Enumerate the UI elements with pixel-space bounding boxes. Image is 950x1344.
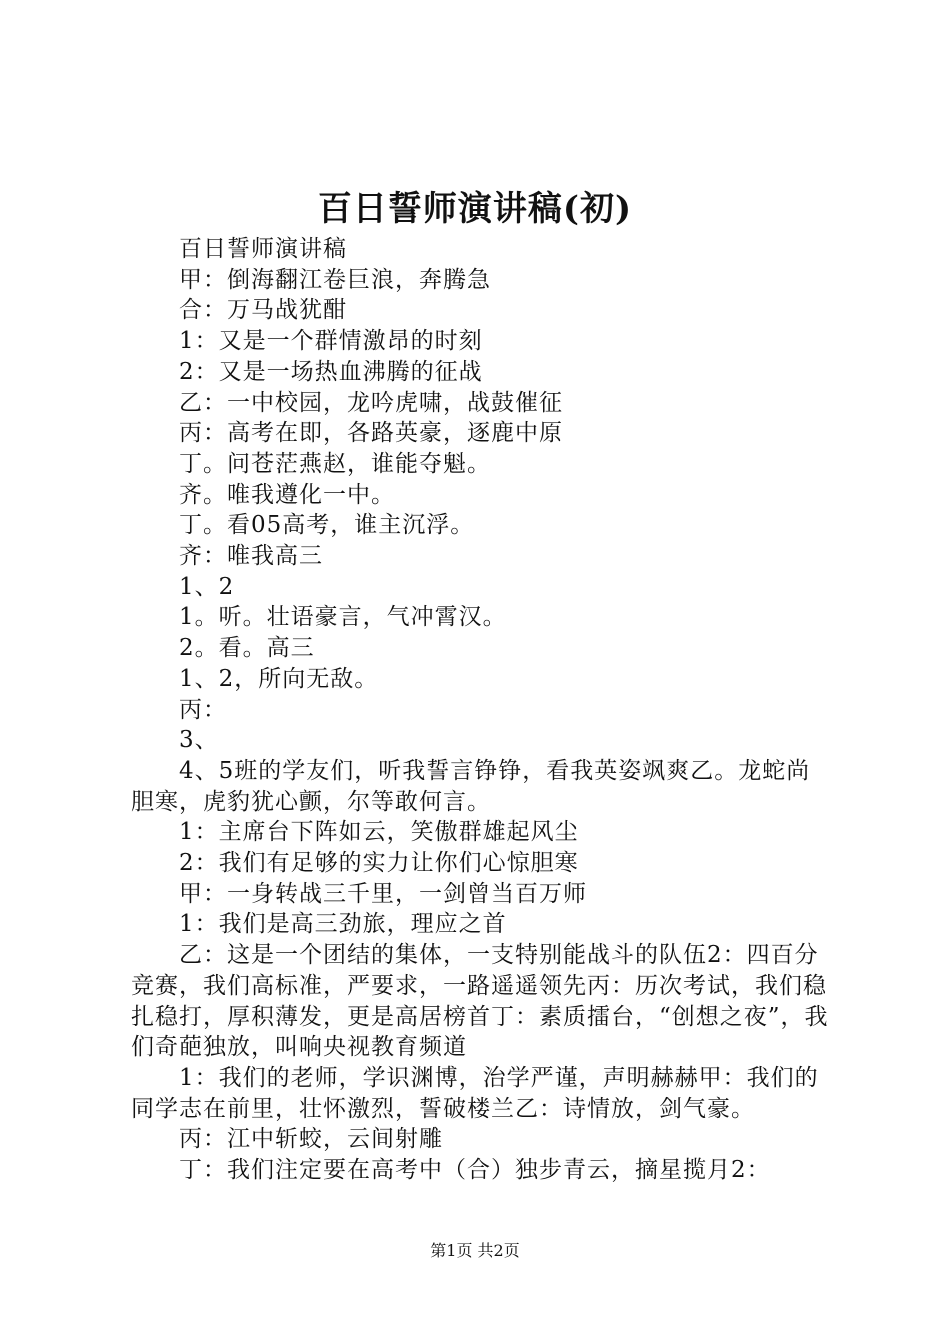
paragraph: 1：又是一个群情激昂的时刻 bbox=[179, 328, 483, 355]
document-body bbox=[131, 234, 831, 1186]
paragraph: 1、2，所向无敌。 bbox=[179, 665, 379, 692]
paragraph: 甲：倒海翻江卷巨浪，奔腾急 bbox=[179, 266, 491, 293]
paragraph: 1：我们的老师，学识渊博，治学严谨，声明赫赫甲：我们的同学志在前里，壮怀激烈，誓破楼兰乙：诗情放，剑气豪。 bbox=[131, 1064, 819, 1122]
paragraph: 丁：我们注定要在高考中（合）独步青云，摘星揽月2： bbox=[179, 1157, 771, 1184]
paragraph: 丙：高考在即，各路英豪，逐鹿中原 bbox=[179, 420, 563, 447]
paragraph: 乙：这是一个团结的集体，一支特别能战斗的队伍2：四百分竞赛，我们高标准，严要求，一路遥遥领先丙：历次考试，我们稳扎稳打，厚积薄发，更是高居榜首丁：素质擂台，“创想之夜”，我们奇葩独放，叫响央视教育频道 bbox=[131, 942, 829, 1061]
paragraph: 丙： bbox=[179, 696, 227, 723]
paragraph: 乙：一中校园，龙吟虎啸，战鼓催征 bbox=[179, 389, 563, 416]
paragraph: 1、2 bbox=[179, 573, 235, 600]
paragraph: 1：主席台下阵如云，笑傲群雄起风尘 bbox=[179, 819, 579, 846]
paragraph: 4、5班的学友们，听我誓言铮铮，看我英姿飒爽乙。龙蛇尚胆寒，虎豹犹心颤，尔等敢何言。 bbox=[131, 757, 811, 815]
paragraph: 2：我们有足够的实力让你们心惊胆寒 bbox=[179, 850, 579, 877]
paragraph: 3、 bbox=[179, 727, 219, 754]
paragraph: 丙：江中斩蛟，云间射雕 bbox=[179, 1126, 443, 1153]
paragraph: 1：我们是高三劲旅，理应之首 bbox=[179, 911, 507, 938]
paragraph: 丁。看05高考，谁主沉浮。 bbox=[179, 512, 475, 539]
document-title: 百日誓师演讲稿(初) bbox=[317, 189, 633, 229]
paragraph: 合：万马战犹酣 bbox=[179, 297, 347, 324]
page-number-footer: 第1页 共2页 bbox=[430, 1241, 520, 1260]
paragraph: 2。看。高三 bbox=[179, 635, 315, 662]
paragraph: 1。听。壮语豪言，气冲霄汉。 bbox=[179, 604, 507, 631]
paragraph: 甲：一身转战三千里，一剑曾当百万师 bbox=[179, 880, 587, 907]
paragraph: 百日誓师演讲稿 bbox=[179, 236, 347, 262]
paragraph: 丁。问苍茫燕赵，谁能夺魁。 bbox=[179, 450, 491, 477]
paragraph: 齐：唯我高三 bbox=[179, 543, 323, 570]
paragraph: 2：又是一场热血沸腾的征战 bbox=[179, 358, 483, 385]
paragraph: 齐。唯我遵化一中。 bbox=[179, 481, 395, 508]
